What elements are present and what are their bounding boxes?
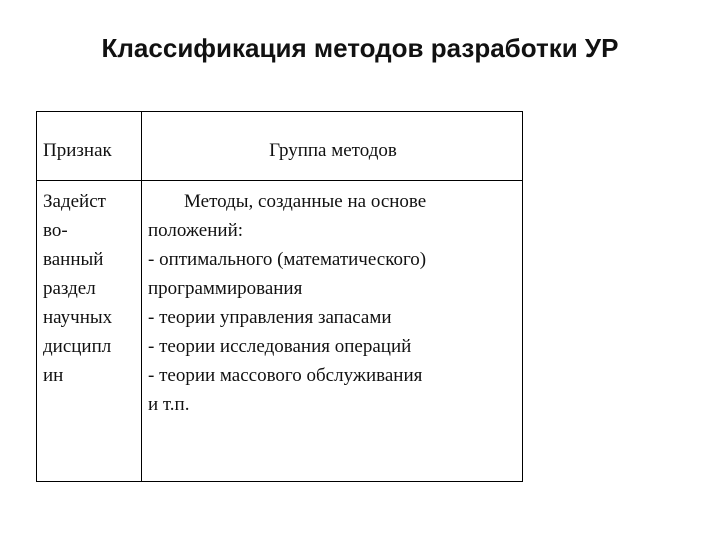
methods-table xyxy=(36,111,523,482)
method-group-line: - теории управления запасами xyxy=(148,307,392,328)
method-group-line: Методы, созданные на основе xyxy=(184,191,427,212)
header-divider xyxy=(37,180,522,181)
column-divider xyxy=(141,112,142,481)
method-group-line: - оптимального (математического) xyxy=(148,249,427,270)
method-group-cell xyxy=(148,187,520,419)
method-group-line: программирования xyxy=(148,278,303,299)
criterion-line: во- xyxy=(43,220,68,241)
criterion-line: ин xyxy=(43,365,64,386)
criterion-line: Задейст xyxy=(43,191,106,212)
criterion-line: ванный xyxy=(43,249,104,270)
method-group-line: - теории исследования операций xyxy=(148,336,412,357)
criterion-line: научных xyxy=(43,307,113,328)
method-group-line: - теории массового обслуживания xyxy=(148,365,423,386)
criterion-cell xyxy=(43,187,139,390)
header-criterion: Признак xyxy=(43,140,112,161)
criterion-line: дисципл xyxy=(43,336,112,357)
header-method-group: Группа методов xyxy=(269,140,397,161)
method-group-line: положений: xyxy=(148,220,244,241)
page-title: Классификация методов разработки УР xyxy=(101,33,619,63)
method-group-line: и т.п. xyxy=(148,394,190,415)
criterion-line: раздел xyxy=(43,278,96,299)
